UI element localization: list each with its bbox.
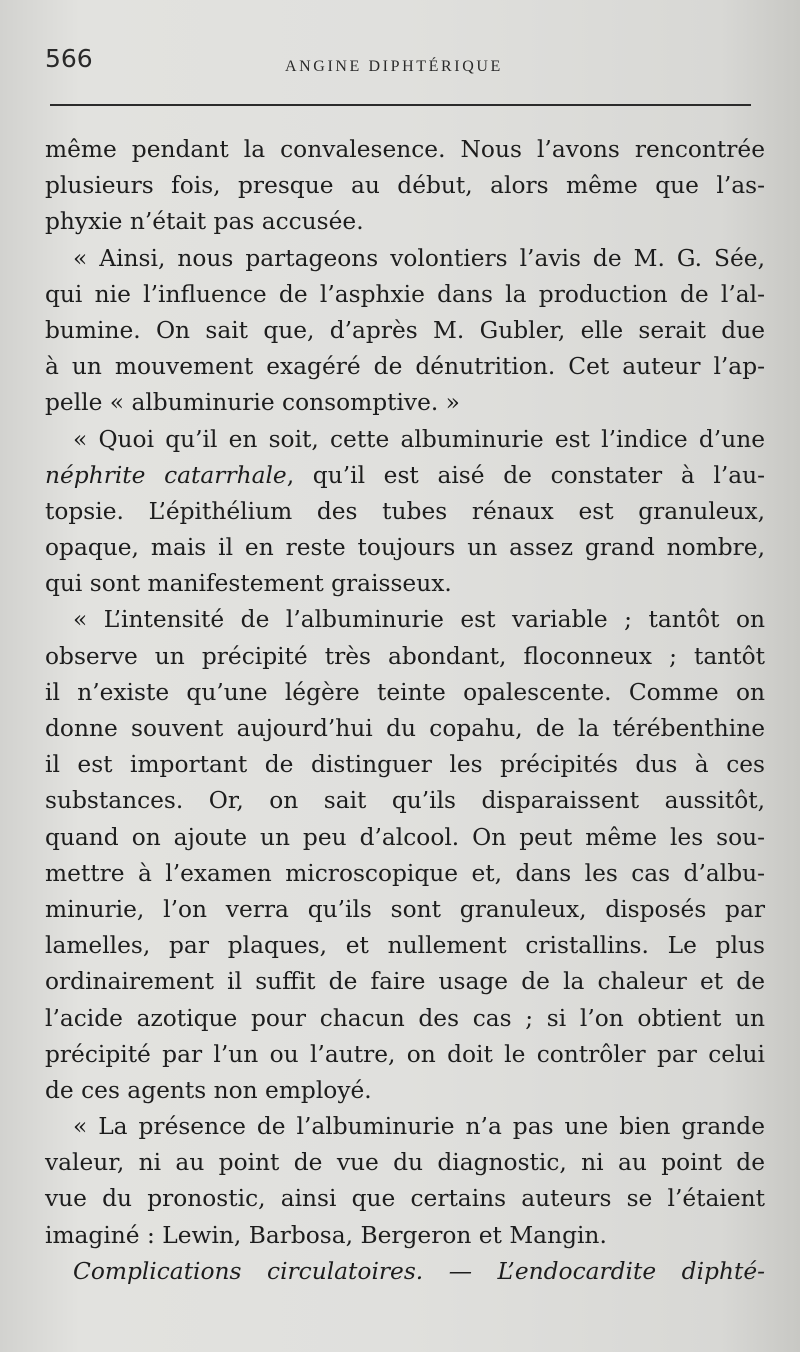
text-line: bumine. On sait que, d’après M. Gubler, elle serait due: [45, 316, 765, 344]
text-line: phyxie n’était pas accusée.: [45, 208, 364, 236]
text-line: vue du pronostic, ainsi que certains auteurs se l’étaient: [45, 1185, 765, 1213]
text-line: il est important de distinguer les précipités dus à ces: [45, 751, 765, 779]
text-line: il n’existe qu’une légère teinte opalescente. Comme on: [45, 678, 765, 706]
page-number: 566: [45, 44, 93, 73]
text-line: « Quoi qu’il en soit, cette albuminurie est l’indice d’une: [73, 425, 765, 453]
text-line: topsie. L’épithélium des tubes rénaux est granuleux,: [45, 497, 765, 525]
text-line: ordinairement il suffit de faire usage de la chaleur et de: [45, 968, 765, 996]
running-title: ANGINE DIPHTÉRIQUE: [285, 58, 503, 75]
text-line: « La présence de l’albuminurie n’a pas une bien grande: [73, 1113, 765, 1141]
text-line: l’acide azotique pour chacun des cas ; si l’on obtient un: [45, 1004, 765, 1032]
text-line: observe un précipité très abondant, floconneux ; tantôt: [45, 642, 765, 670]
line-continuation: , qu’il est aisé de constater à l’au-: [286, 461, 766, 489]
text-line-mixed: [45, 458, 765, 494]
text-line: « L’intensité de l’albuminurie est variable ; tantôt on: [73, 606, 765, 634]
text-line: mettre à l’examen microscopique et, dans les cas d’albu-: [45, 859, 765, 887]
text-line: même pendant la convalesence. Nous l’avons rencontrée: [45, 136, 765, 163]
text-line: imaginé : Lewin, Barbosa, Bergeron et Mangin.: [45, 1221, 607, 1249]
text-line: à un mouvement exagéré de dénutrition. Cet auteur l’ap-: [45, 353, 765, 381]
text-line: quand on ajoute un peu d’alcool. On peut même les sou-: [45, 823, 765, 851]
text-line: plusieurs fois, presque au début, alors même que l’as-: [45, 172, 765, 200]
header-rule: [50, 104, 751, 106]
text-line: de ces agents non employé.: [45, 1076, 372, 1104]
text-line: donne souvent aujourd’hui du copahu, de la térébenthine: [45, 715, 765, 742]
italic-term: néphrite catarrhale: [45, 461, 287, 489]
section-heading-line: Complications circulatoires. — L’endocardite diphté-: [73, 1257, 765, 1285]
text-line: valeur, ni au point de vue du diagnostic, ni au point de: [45, 1149, 765, 1177]
text-line: « Ainsi, nous partageons volontiers l’avis de M. G. Sée,: [73, 244, 765, 272]
text-line: qui nie l’influence de l’asphxie dans la production de l’al-: [45, 280, 765, 308]
text-line: qui sont manifestement graisseux.: [45, 570, 452, 598]
text-line: opaque, mais il en reste toujours un assez grand nombre,: [45, 534, 765, 562]
page-header: [45, 40, 750, 80]
text-line: substances. Or, on sait qu’ils disparaissent aussitôt,: [45, 787, 765, 815]
text-line: minurie, l’on verra qu’ils sont granuleux, disposés par: [45, 895, 765, 923]
text-line: pelle « albuminurie consomptive. »: [45, 389, 460, 417]
text-line: lamelles, par plaques, et nullement cristallins. Le plus: [45, 932, 765, 960]
text-line: précipité par l’un ou l’autre, on doit le contrôler par celui: [45, 1040, 765, 1068]
body-text: [45, 132, 765, 1290]
